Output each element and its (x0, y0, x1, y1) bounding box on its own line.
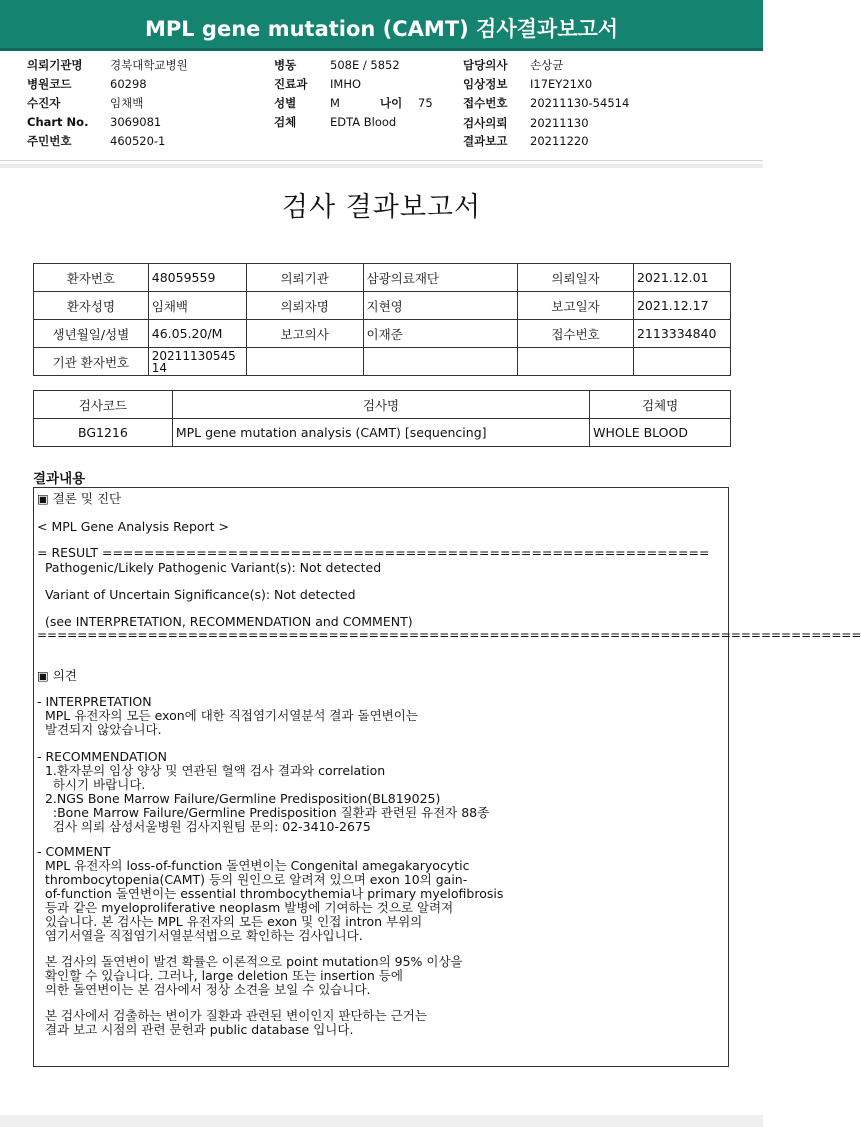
result-line: 2.NGS Bone Marrow Failure/Germline Predisposition(BL819025) (37, 791, 441, 806)
table-cell: 2021.12.17 (633, 292, 730, 320)
result-line: (see INTERPRETATION, RECOMMENDATION and COMMENT) (37, 614, 413, 629)
table-cell: 의뢰일자 (518, 264, 634, 292)
report-title-bar (0, 0, 763, 48)
table-cell: WHOLE BLOOD (590, 419, 731, 447)
table-header: 검사명 (172, 391, 589, 419)
meta-row (463, 95, 629, 111)
meta-row (463, 76, 592, 92)
meta-key: 검체 (274, 115, 297, 129)
title-underline (0, 48, 763, 51)
table-cell: 의뢰기관 (246, 264, 363, 292)
meta-row (274, 57, 400, 73)
meta-value: I17EY21X0 (530, 77, 593, 91)
result-line: :Bone Marrow Failure/Germline Predisposition 질환과 관련된 유전자 88종 (37, 805, 490, 820)
result-line: 결과 보고 시점의 관련 문헌과 public database 입니다. (37, 1022, 354, 1037)
meta-key: 진료과 (274, 77, 308, 91)
table-cell: 생년월일/성별 (34, 320, 149, 348)
table-cell: 2113334840 (633, 320, 730, 348)
meta-row (274, 76, 361, 92)
meta-row (274, 95, 433, 111)
meta-value: M (330, 96, 340, 110)
meta-value: 20211130 (530, 116, 589, 130)
table-row (34, 320, 731, 348)
meta-row (27, 76, 147, 92)
table-row (34, 419, 731, 447)
result-line: = RESULT ========================================================== (37, 545, 710, 560)
meta-key: 의뢰기관명 (27, 58, 83, 72)
result-line: 1.환자분의 임상 양상 및 연관된 혈액 검사 결과와 correlation (37, 763, 386, 778)
table-cell (363, 348, 518, 376)
result-line: - INTERPRETATION (37, 694, 152, 709)
table-cell: MPL gene mutation analysis (CAMT) [sequencing] (172, 419, 589, 447)
table-cell: 2021.12.01 (633, 264, 730, 292)
result-line: MPL 유전자의 loss-of-function 돌연변이는 Congenital amegakaryocytic (37, 858, 470, 873)
meta-row (274, 114, 396, 130)
table-cell: 환자성명 (34, 292, 149, 320)
table-header-row (34, 391, 731, 419)
table-cell: 환자번호 (34, 264, 149, 292)
result-line: 발견되지 않았습니다. (37, 722, 162, 737)
meta-key: 수진자 (27, 96, 61, 110)
result-line: of-function 돌연변이는 essential thrombocythemia나 primary myelofibrosis (37, 886, 504, 901)
meta-row (463, 115, 589, 131)
result-line: 염기서열을 직접염기서열분석법으로 확인하는 검사입니다. (37, 928, 363, 943)
patient-info-table (33, 263, 731, 376)
table-cell: 보고일자 (518, 292, 634, 320)
result-line: Pathogenic/Likely Pathogenic Variant(s): Not detected (37, 560, 382, 575)
result-line: ▣ 결론 및 진단 (37, 491, 122, 506)
result-line: Variant of Uncertain Significance(s): Not detected (37, 587, 356, 602)
table-cell: 20211130545 14 (148, 348, 246, 376)
table-cell (246, 348, 363, 376)
result-line: < MPL Gene Analysis Report > (37, 519, 230, 534)
table-cell: BG1216 (34, 419, 173, 447)
meta-row (463, 57, 563, 73)
meta-key: 검사의뢰 (463, 116, 508, 130)
meta-key: 접수번호 (463, 96, 508, 110)
meta-value: 경북대학교병원 (110, 58, 188, 72)
result-line: - COMMENT (37, 844, 111, 859)
meta-value: 20211220 (530, 134, 589, 148)
meta-value: 75 (418, 96, 433, 110)
table-cell (633, 348, 730, 376)
result-heading: 결과내용 (33, 471, 86, 487)
meta-row (463, 133, 589, 149)
table-header: 검체명 (590, 391, 731, 419)
meta-row (27, 115, 161, 129)
meta-value: 460520-1 (110, 134, 166, 148)
table-cell: 기관 환자번호 (34, 348, 149, 376)
table-row (34, 292, 731, 320)
result-line: 하시기 바랍니다. (37, 777, 146, 792)
meta-key: 담당의사 (463, 58, 508, 72)
result-line: - RECOMMENDATION (37, 749, 167, 764)
result-line: 본 검사에서 검출하는 변이가 질환과 관련된 변이인지 판단하는 근거는 (37, 1008, 427, 1023)
table-cell: 보고의사 (246, 320, 363, 348)
meta-row (27, 95, 143, 111)
table-cell: 접수번호 (518, 320, 634, 348)
result-line: 확인할 수 있습니다. 그러나, large deletion 또는 insertion 등에 (37, 968, 403, 983)
result-line: 의한 돌연변이는 본 검사에서 정상 소견을 보일 수 있습니다. (37, 982, 371, 997)
meta-value: EDTA Blood (330, 115, 397, 129)
result-line: 검사 의뢰 삼성서울병원 검사지원팀 문의: 02-3410-2675 (37, 819, 371, 834)
meta-value: 508E / 5852 (330, 58, 400, 72)
meta-value: IMHO (330, 77, 362, 91)
meta-key: 결과보고 (463, 134, 508, 148)
table-cell: 48059559 (148, 264, 246, 292)
result-line: 등과 같은 myeloproliferative neoplasm 발병에 기여하는 것으로 알려져 (37, 900, 454, 915)
table-cell: 삼광의료재단 (363, 264, 518, 292)
meta-key: Chart No. (27, 115, 89, 129)
table-cell (518, 348, 634, 376)
report-title: MPL gene mutation (CAMT) 검사결과보고서 (144, 17, 619, 41)
meta-key: 주민번호 (27, 134, 72, 148)
table-row (34, 264, 731, 292)
result-content-box (33, 487, 861, 1067)
meta-value: 손상균 (530, 58, 564, 72)
table-header: 검사코드 (34, 391, 173, 419)
table-cell: 46.05.20/M (148, 320, 246, 348)
footer-strip (0, 1115, 763, 1127)
result-line: MPL 유전자의 모든 exon에 대한 직접염기서열분석 결과 돌연변이는 (37, 708, 418, 723)
meta-row (27, 57, 188, 73)
meta-value: 3069081 (110, 115, 162, 129)
document-title: 검사 결과보고서 (281, 192, 482, 223)
meta-key: 성별 (274, 96, 297, 110)
result-line: ▣ 의견 (37, 668, 77, 683)
divider (0, 160, 763, 161)
meta-key: 병원코드 (27, 77, 72, 91)
table-cell: 이재준 (363, 320, 518, 348)
meta-key: 병동 (274, 58, 297, 72)
result-line: 있습니다. 본 검사는 MPL 유전자의 모든 exon 및 인접 intron 부위의 (37, 914, 423, 929)
meta-value: 60298 (110, 77, 147, 91)
meta-value: 임채백 (110, 96, 144, 110)
table-cell: 임채백 (148, 292, 246, 320)
meta-key: 임상정보 (463, 77, 508, 91)
result-line: 본 검사의 돌연변이 발견 확률은 이론적으로 point mutation의 95% 이상을 (37, 954, 463, 969)
table-cell: 지현영 (363, 292, 518, 320)
result-line: thrombocytopenia(CAMT) 등의 원인으로 알려져 있으며 exon 10의 gain- (37, 872, 468, 887)
result-line: ================================================================================== (37, 628, 861, 642)
test-table (33, 390, 731, 447)
table-cell: 의뢰자명 (246, 292, 363, 320)
table-row (34, 348, 731, 376)
meta-key: 나이 (380, 96, 403, 110)
meta-value: 20211130-54514 (530, 96, 630, 110)
meta-row (27, 133, 165, 149)
divider (0, 164, 763, 168)
